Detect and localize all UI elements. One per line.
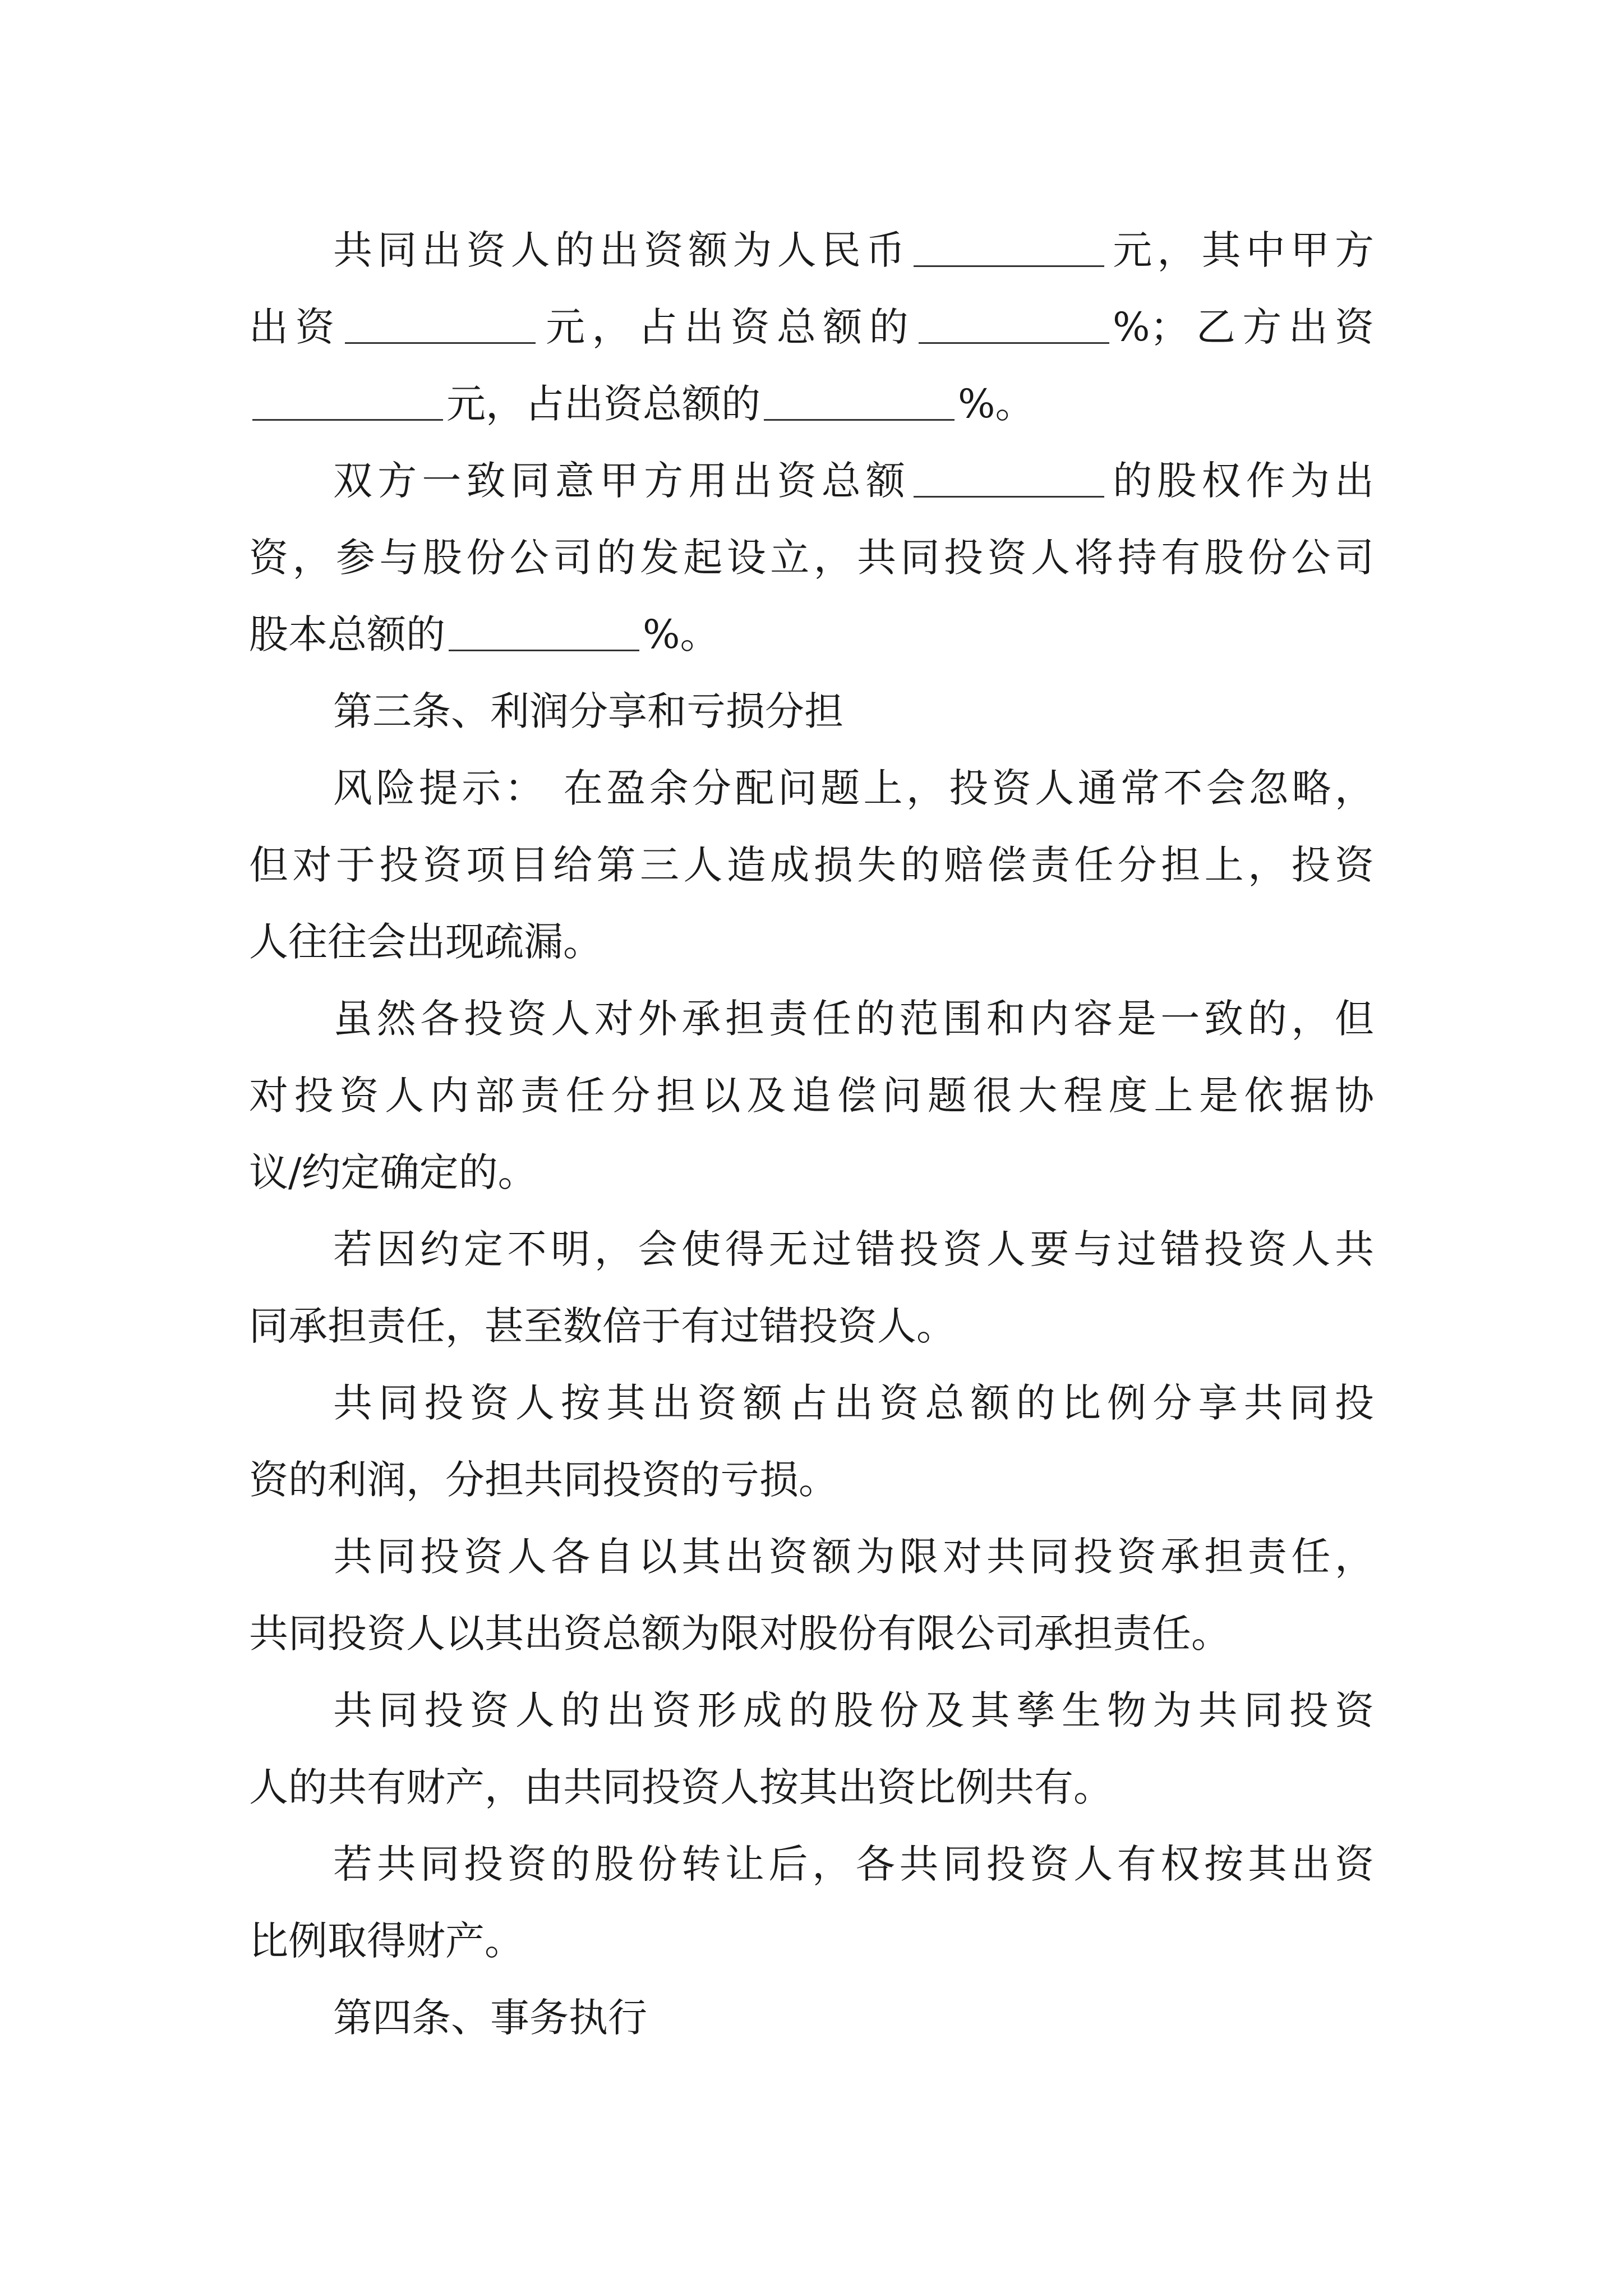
text-segment: 资的利润，分担共同投资的亏损。 [249, 1457, 838, 1503]
paragraph [249, 443, 1374, 673]
text-segment: 双方一致同意甲方用出资总额 [333, 458, 911, 504]
text-line [249, 1442, 1374, 1519]
fill-in-blank [345, 303, 536, 344]
paragraph [249, 750, 1374, 981]
text-segment: 同承担责任，甚至数倍于有过错投资人。 [249, 1303, 956, 1349]
text-segment: 若共同投资的股份转让后，各共同投资人有权按其出资 [333, 1841, 1374, 1887]
text-line [249, 1057, 1374, 1134]
text-segment: 共同投资人以其出资总额为限对股份有限公司承担责任。 [249, 1611, 1230, 1657]
text-line [249, 366, 1374, 443]
text-segment: 人的共有财产，由共同投资人按其出资比例共有。 [249, 1764, 1113, 1810]
fill-in-blank [914, 226, 1104, 267]
paragraph [249, 673, 1374, 750]
text-segment: 元，占出资总额的 [446, 381, 760, 427]
fill-in-blank [764, 380, 955, 421]
text-line [249, 1672, 1374, 1749]
text-segment: 第四条、事务执行 [333, 1995, 647, 2041]
text-line [249, 1749, 1374, 1826]
text-segment: 若因约定不明，会使得无过错投资人要与过错投资人共 [333, 1226, 1374, 1272]
text-line [249, 673, 1374, 750]
paragraph [249, 1980, 1374, 2056]
text-segment: 股本总额的 [249, 611, 445, 657]
text-segment: 但对于投资项目给第三人造成损失的赔偿责任分担上，投资 [249, 842, 1374, 888]
text-segment: %。 [958, 381, 1035, 427]
text-segment: 议/约定确定的。 [249, 1149, 537, 1195]
paragraph [249, 212, 1374, 443]
text-line [249, 1826, 1374, 1903]
text-line [249, 212, 1374, 289]
text-line [249, 904, 1374, 981]
text-line [249, 827, 1374, 904]
text-line [249, 1980, 1374, 2056]
text-line [249, 750, 1374, 827]
text-line [249, 596, 1374, 673]
text-segment: 的股权作为出 [1108, 458, 1374, 504]
text-segment: 对投资人内部责任分担以及追偿问题很大程度上是依据协 [249, 1073, 1374, 1119]
paragraph [249, 1211, 1374, 1365]
document-page [249, 212, 1374, 2056]
text-line [249, 1903, 1374, 1980]
text-line [249, 1595, 1374, 1672]
text-segment: 共同出资人的出资额为人民币 [333, 227, 911, 273]
text-line [249, 1134, 1374, 1211]
fill-in-blank [914, 457, 1104, 498]
text-line [249, 289, 1374, 366]
fill-in-blank [449, 610, 639, 651]
text-line [249, 1519, 1374, 1595]
paragraph [249, 1826, 1374, 1980]
text-line [249, 519, 1374, 596]
text-segment: 资，参与股份公司的发起设立，共同投资人将持有股份公司 [249, 535, 1374, 581]
paragraph [249, 981, 1374, 1211]
text-segment: 共同投资人按其出资额占出资总额的比例分享共同投 [333, 1380, 1374, 1426]
text-line [249, 981, 1374, 1057]
fill-in-blank [919, 303, 1109, 344]
text-line [249, 443, 1374, 519]
text-segment: %；乙方出资 [1113, 304, 1374, 350]
paragraph [249, 1519, 1374, 1672]
text-segment: 第三条、利润分享和亏损分担 [333, 688, 843, 734]
text-segment: 虽然各投资人对外承担责任的范围和内容是一致的，但 [333, 996, 1374, 1042]
text-segment: 共同投资人各自以其出资额为限对共同投资承担责任， [333, 1534, 1374, 1580]
text-segment: 人往往会出现疏漏。 [249, 919, 602, 965]
paragraph [249, 1672, 1374, 1826]
fill-in-blank [252, 380, 443, 421]
text-segment: 元，其中甲方 [1108, 227, 1374, 273]
text-segment: 风险提示： 在盈余分配问题上，投资人通常不会忽略， [333, 765, 1374, 811]
text-segment: 共同投资人的出资形成的股份及其孳生物为共同投资 [333, 1687, 1374, 1733]
text-line [249, 1288, 1374, 1365]
paragraph [249, 1365, 1374, 1519]
text-line [249, 1365, 1374, 1442]
text-segment: 元，占出资总额的 [538, 304, 916, 350]
text-segment: %。 [643, 611, 720, 657]
text-segment: 出资 [249, 304, 342, 350]
text-line [249, 1211, 1374, 1288]
text-segment: 比例取得财产。 [249, 1918, 524, 1964]
